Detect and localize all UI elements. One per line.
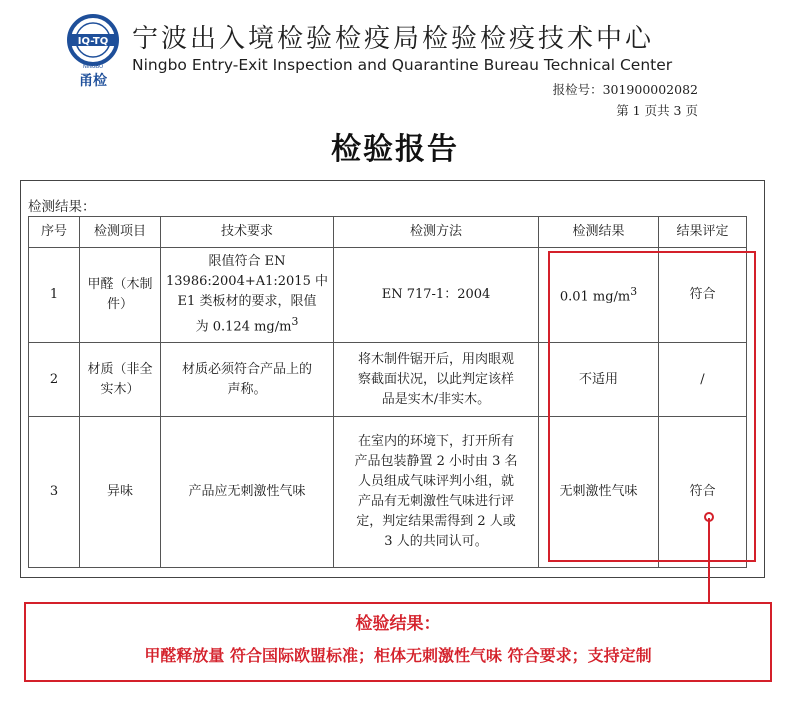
cell-no: 2	[29, 343, 80, 417]
col-header-item: 检测项目	[80, 217, 161, 248]
conclusion-title: 检验结果：	[355, 614, 441, 634]
cell-result: 无刺激性气味	[539, 417, 659, 568]
page-title: 检验报告	[331, 132, 459, 167]
requirement-line: E1 类板材的要求，限值	[177, 294, 317, 310]
org-name-cn: 宁波出入境检验检疫局检验检疫技术中心	[132, 24, 655, 54]
method-line: EN 717-1：2004	[381, 287, 491, 302]
method-line: 将木制件锯开后，用肉眼观	[357, 351, 514, 367]
cell-requirement	[161, 417, 334, 568]
unit-superscript: 3	[630, 285, 638, 299]
method-line: 品是实木/非实木。	[381, 391, 491, 407]
cell-method	[334, 248, 539, 343]
col-header-no: 序号	[29, 217, 80, 248]
method-line: 在室内的环境下，打开所有	[357, 434, 514, 449]
table-header-row	[29, 217, 747, 248]
requirement-line: 材质必须符合产品上的	[181, 361, 312, 377]
svg-text:IQ-TQ: IQ-TQ	[77, 36, 109, 47]
cell-item: 甲醛（木制件）	[80, 248, 161, 343]
requirement-line-text: 为 0.124 mg/m	[195, 319, 292, 335]
unit-superscript: 3	[291, 315, 299, 329]
agency-logo	[62, 14, 124, 88]
col-header-result: 检测结果	[539, 217, 659, 248]
cell-item: 材质（非全实木）	[80, 343, 161, 417]
cell-requirement	[161, 248, 334, 343]
method-line: 3 人的共同认可。	[384, 534, 488, 549]
conclusion-box	[24, 602, 772, 682]
requirement-line: 产品应无刺激性气味	[188, 484, 306, 499]
highlight-connector	[708, 518, 710, 603]
org-name-en: Ningbo Entry-Exit Inspection and Quarantine Bureau Technical Center	[132, 56, 673, 74]
cell-verdict: 符合	[659, 248, 747, 343]
cell-method	[334, 343, 539, 417]
requirement-line: 声称。	[227, 381, 267, 397]
report-header	[0, 0, 790, 120]
cell-no: 1	[29, 248, 80, 343]
cell-verdict: 符合	[659, 417, 747, 568]
results-label: 检测结果：	[28, 199, 96, 215]
col-header-requirement: 技术要求	[161, 217, 334, 248]
cell-result: 不适用	[539, 343, 659, 417]
cell-item: 异味	[80, 417, 161, 568]
report-number: 报检号：301900002082	[552, 82, 698, 97]
cell-requirement	[161, 343, 334, 417]
requirement-line: 限值符合 EN	[208, 254, 286, 270]
page-info: 第 1 页共 3 页	[616, 103, 698, 118]
method-line: 定，判定结果需得到 2 人或	[356, 514, 516, 529]
method-line: 产品包装静置 2 小时由 3 名	[354, 454, 518, 469]
requirement-line	[165, 312, 329, 337]
col-header-verdict: 结果评定	[659, 217, 747, 248]
requirement-line: 13986:2004+A1:2015 中	[166, 274, 328, 290]
col-header-method: 检测方法	[334, 217, 539, 248]
method-line: 产品有无刺激性气味进行评	[357, 494, 514, 509]
svg-text:NINGBO: NINGBO	[82, 64, 104, 70]
cell-no: 3	[29, 417, 80, 568]
result-highlight-box	[548, 251, 756, 562]
conclusion-text: 甲醛释放量 符合国际欧盟标准；柜体无刺激性气味 符合要求；支持定制	[144, 646, 652, 665]
cell-verdict: /	[659, 343, 747, 417]
result-text: 0.01 mg/m	[559, 289, 631, 305]
cell-method	[334, 417, 539, 568]
method-line: 察截面状况，以此判定该样	[357, 371, 514, 387]
method-line: 人员组成气味评判小组，就	[357, 474, 514, 489]
svg-text:甬检: 甬检	[79, 73, 107, 88]
